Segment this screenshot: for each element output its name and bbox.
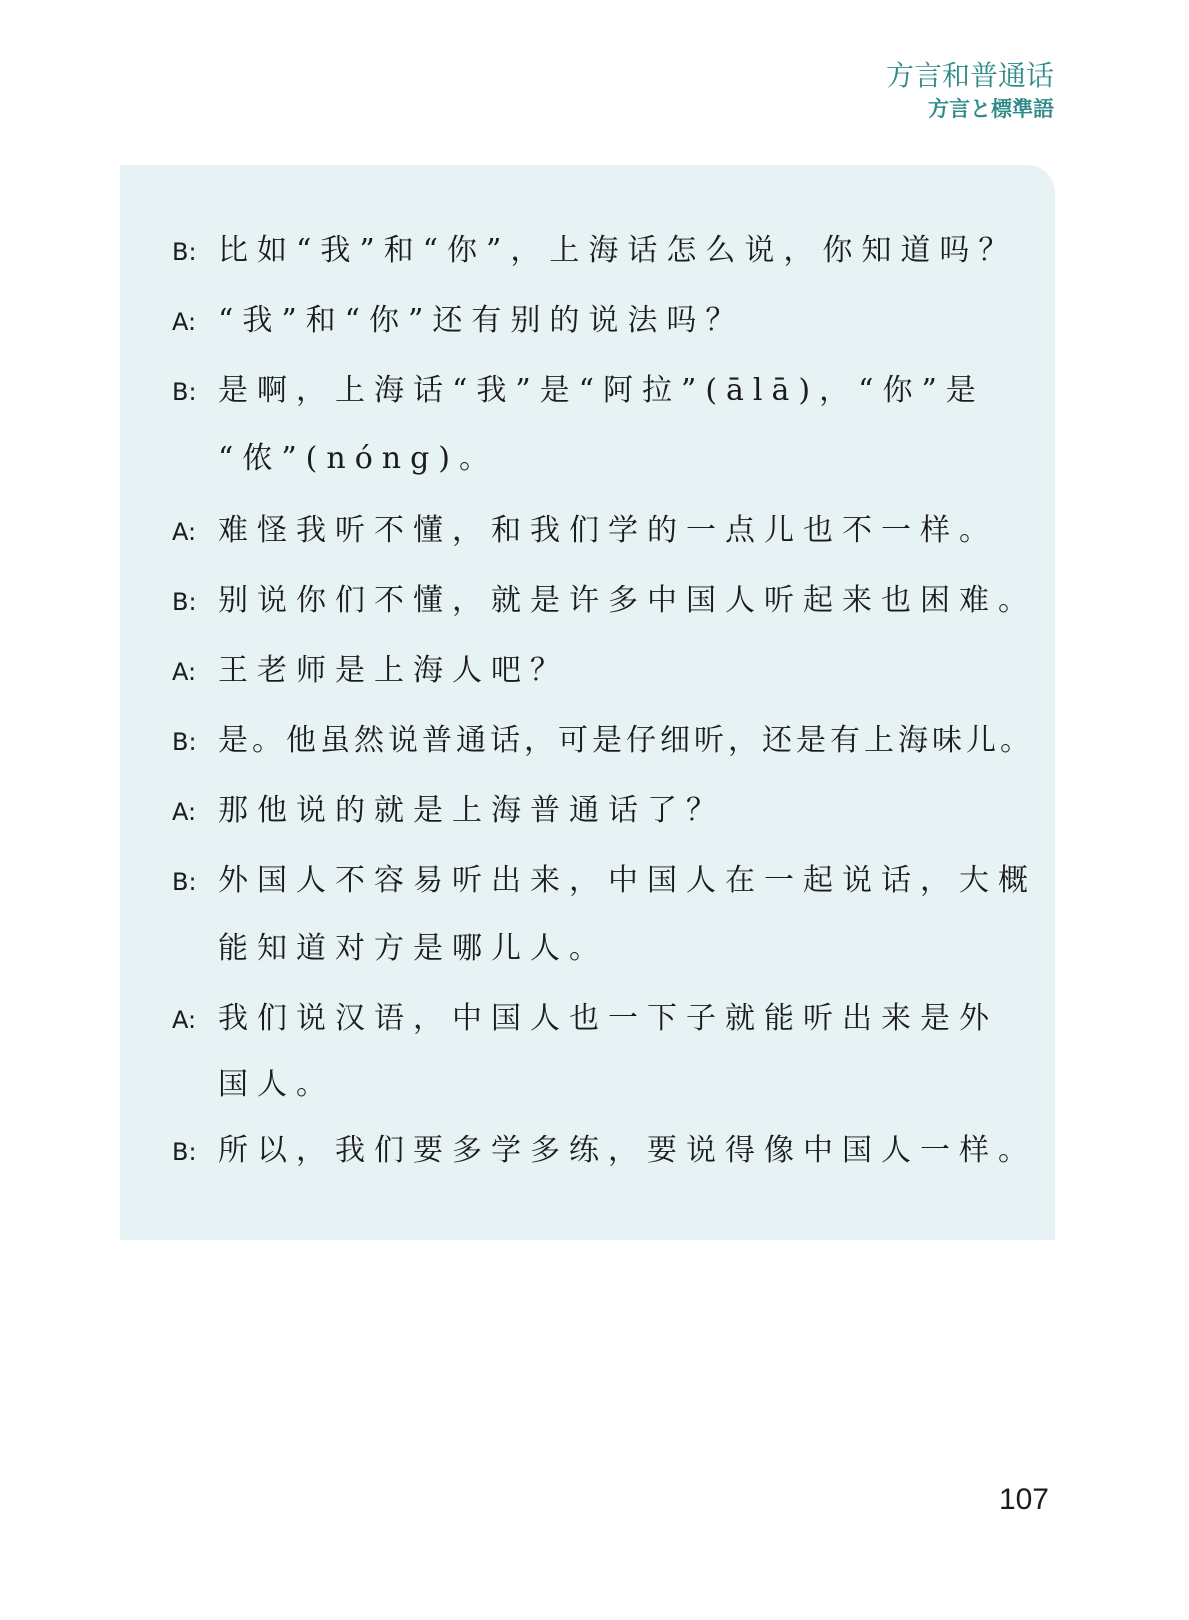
dialogue-line [172, 785, 725, 829]
speaker-label: A: [172, 658, 197, 686]
dialogue-text: 是。他虽然说普通话，可是仔细听，还是有上海味儿。 [218, 723, 1034, 758]
speaker-label: B: [172, 588, 197, 616]
dialogue-text: 王老师是上海人吧？ [218, 653, 569, 688]
speaker-label: A: [172, 518, 197, 546]
dialogue-line [172, 1125, 1037, 1169]
dialogue-panel [120, 165, 1055, 1240]
dialogue-text: 国人。 [218, 1067, 335, 1102]
chapter-subtitle: 方言と標準語 [928, 97, 1054, 121]
dialogue-line [172, 855, 1037, 899]
dialogue-text: 那他说的就是上海普通话了？ [218, 793, 725, 828]
dialogue-line-continuation [218, 1059, 335, 1103]
speaker-label: A: [172, 798, 197, 826]
dialogue-text: 所以，我们要多学多练，要说得像中国人一样。 [218, 1133, 1037, 1168]
dialogue-text: 外国人不容易听出来，中国人在一起说话，大概 [218, 863, 1037, 898]
speaker-label: A: [172, 1006, 197, 1034]
speaker-label: B: [172, 1138, 197, 1166]
dialogue-line [172, 575, 1037, 619]
dialogue-line-continuation [218, 923, 608, 967]
dialogue-line [172, 715, 1034, 759]
dialogue-text: 是啊，上海话“我”是“阿拉”(ālā)，“你”是 [218, 373, 985, 408]
dialogue-line [172, 505, 998, 549]
chapter-title: 方言和普通话 [885, 59, 1054, 92]
dialogue-line [172, 645, 569, 689]
dialogue-line [172, 365, 985, 409]
dialogue-line-continuation [218, 433, 498, 477]
speaker-label: A: [172, 308, 197, 336]
dialogue-text: 我们说汉语，中国人也一下子就能听出来是外 [218, 1001, 998, 1036]
dialogue-text: 别说你们不懂，就是许多中国人听起来也困难。 [218, 583, 1037, 618]
speaker-label: B: [172, 868, 197, 896]
speaker-label: B: [172, 728, 197, 756]
dialogue-text: 比如“我”和“你”，上海话怎么说，你知道吗？ [218, 233, 1018, 268]
dialogue-line [172, 225, 1017, 269]
page-header [886, 58, 1054, 124]
dialogue-line [172, 295, 744, 339]
dialogue-text: 能知道对方是哪儿人。 [218, 931, 608, 966]
dialogue-line [172, 993, 998, 1037]
speaker-label: B: [172, 378, 197, 406]
dialogue-text: “侬”(nóng)。 [218, 441, 498, 476]
page-number: 107 [998, 1483, 1049, 1516]
dialogue-text: 难怪我听不懂，和我们学的一点儿也不一样。 [218, 513, 998, 548]
dialogue-text: “我”和“你”还有别的说法吗？ [218, 303, 745, 338]
speaker-label: B: [172, 238, 197, 266]
